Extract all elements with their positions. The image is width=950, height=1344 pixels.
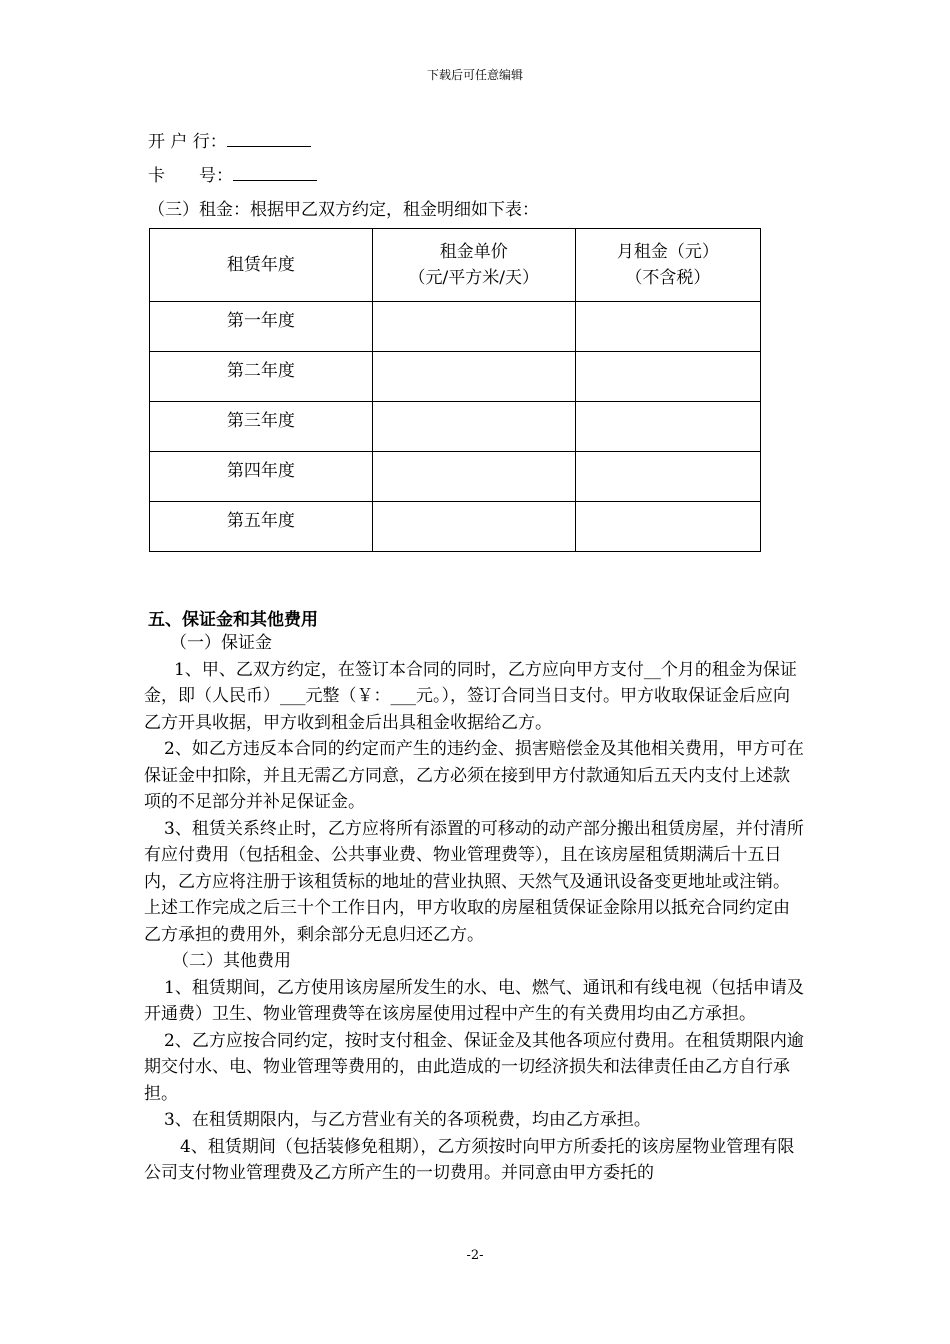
year-cell: 第二年度 bbox=[150, 352, 373, 402]
year-cell: 第五年度 bbox=[150, 502, 373, 552]
year-cell: 第三年度 bbox=[150, 402, 373, 452]
year-cell: 第一年度 bbox=[150, 302, 373, 352]
bank-line bbox=[148, 127, 311, 152]
section-body bbox=[144, 630, 806, 1187]
unit-price-cell bbox=[372, 352, 575, 402]
card-label: 卡 号： bbox=[148, 166, 233, 186]
header-monthly-line2: （不含税） bbox=[625, 268, 711, 288]
other-clause-1: 1、租赁期间，乙方使用该房屋所发生的水、电、燃气、通讯和有线电视（包括申请及开通费）卫生、物业管理费等在该房屋使用过程中产生的有关费用均由乙方承担。 bbox=[144, 977, 804, 1024]
monthly-cell bbox=[575, 402, 760, 452]
page-header-note: 下载后可任意编辑 bbox=[426, 68, 523, 82]
header-monthly-rent bbox=[575, 229, 760, 302]
bank-label: 开 户 行： bbox=[148, 132, 227, 152]
deposit-title: （一）保证金 bbox=[170, 633, 272, 653]
unit-price-cell bbox=[372, 452, 575, 502]
table-row bbox=[150, 502, 761, 552]
unit-price-cell bbox=[372, 302, 575, 352]
deposit-clause-2: 2、如乙方违反本合同的约定而产生的违约金、损害赔偿金及其他相关费用，甲方可在保证金中扣除，并且无需乙方同意，乙方必须在接到甲方付款通知后五天内支付上述款项的不足部分并补足保证金。 bbox=[144, 739, 804, 812]
unit-price-cell bbox=[372, 502, 575, 552]
card-line bbox=[148, 161, 317, 186]
other-fees-title: （二）其他费用 bbox=[172, 951, 291, 971]
monthly-cell bbox=[575, 302, 760, 352]
monthly-cell bbox=[575, 502, 760, 552]
card-blank bbox=[233, 166, 317, 181]
section-title: 五、保证金和其他费用 bbox=[148, 610, 318, 630]
other-clause-4: 4、租赁期间（包括装修免租期），乙方须按时向甲方所委托的该房屋物业管理有限公司支付物业管理费及乙方所产生的一切费用。并同意由甲方委托的 bbox=[144, 1136, 795, 1183]
header-year: 租赁年度 bbox=[150, 229, 373, 302]
year-cell: 第四年度 bbox=[150, 452, 373, 502]
rent-intro: （三）租金：根据甲乙双方约定，租金明细如下表： bbox=[148, 200, 539, 220]
monthly-cell bbox=[575, 452, 760, 502]
deposit-clause-1: 1、甲、乙双方约定，在签订本合同的同时，乙方应向甲方支付__个月的租金为保证金，即（人民币）___元整（￥：___元。），签订合同当日支付。甲方收取保证金后应向乙方开具收据，甲方收到租金后出具租金收据给乙方。 bbox=[144, 659, 797, 733]
other-clause-3: 3、在租赁期限内，与乙方营业有关的各项税费，均由乙方承担。 bbox=[164, 1110, 651, 1130]
table-row bbox=[150, 302, 761, 352]
deposit-clause-3: 3、租赁关系终止时，乙方应将所有添置的可移动的动产部分搬出租赁房屋，并付清所有应付费用（包括租金、公共事业费、物业管理费等），且在该房屋租赁期满后十五日内，乙方应将注册于该租赁标的地址的营业执照、天然气及通讯设备变更地址或注销。上述工作完成之后三十个工作日内，甲方收取的房屋租赁保证金除用以抵充合同约定由乙方承担的费用外，剩余部分无息归还乙方。 bbox=[144, 818, 804, 945]
table-row bbox=[150, 452, 761, 502]
monthly-cell bbox=[575, 352, 760, 402]
bank-blank bbox=[227, 132, 311, 147]
other-clause-2: 2、乙方应按合同约定，按时支付租金、保证金及其他各项应付费用。在租赁期限内逾期交付水、电、物业管理等费用的，由此造成的一切经济损失和法律责任由乙方自行承担。 bbox=[144, 1030, 804, 1104]
rent-table bbox=[149, 228, 761, 552]
header-unit-price-line2: （元/平方米/天） bbox=[408, 268, 539, 288]
rent-table-header-row bbox=[150, 229, 761, 302]
header-unit-price bbox=[372, 229, 575, 302]
unit-price-cell bbox=[372, 402, 575, 452]
page-number: -2- bbox=[466, 1248, 484, 1263]
header-unit-price-line1: 租金单价 bbox=[439, 242, 508, 262]
table-row bbox=[150, 402, 761, 452]
table-row bbox=[150, 352, 761, 402]
header-monthly-line1: 月租金（元） bbox=[616, 242, 719, 262]
